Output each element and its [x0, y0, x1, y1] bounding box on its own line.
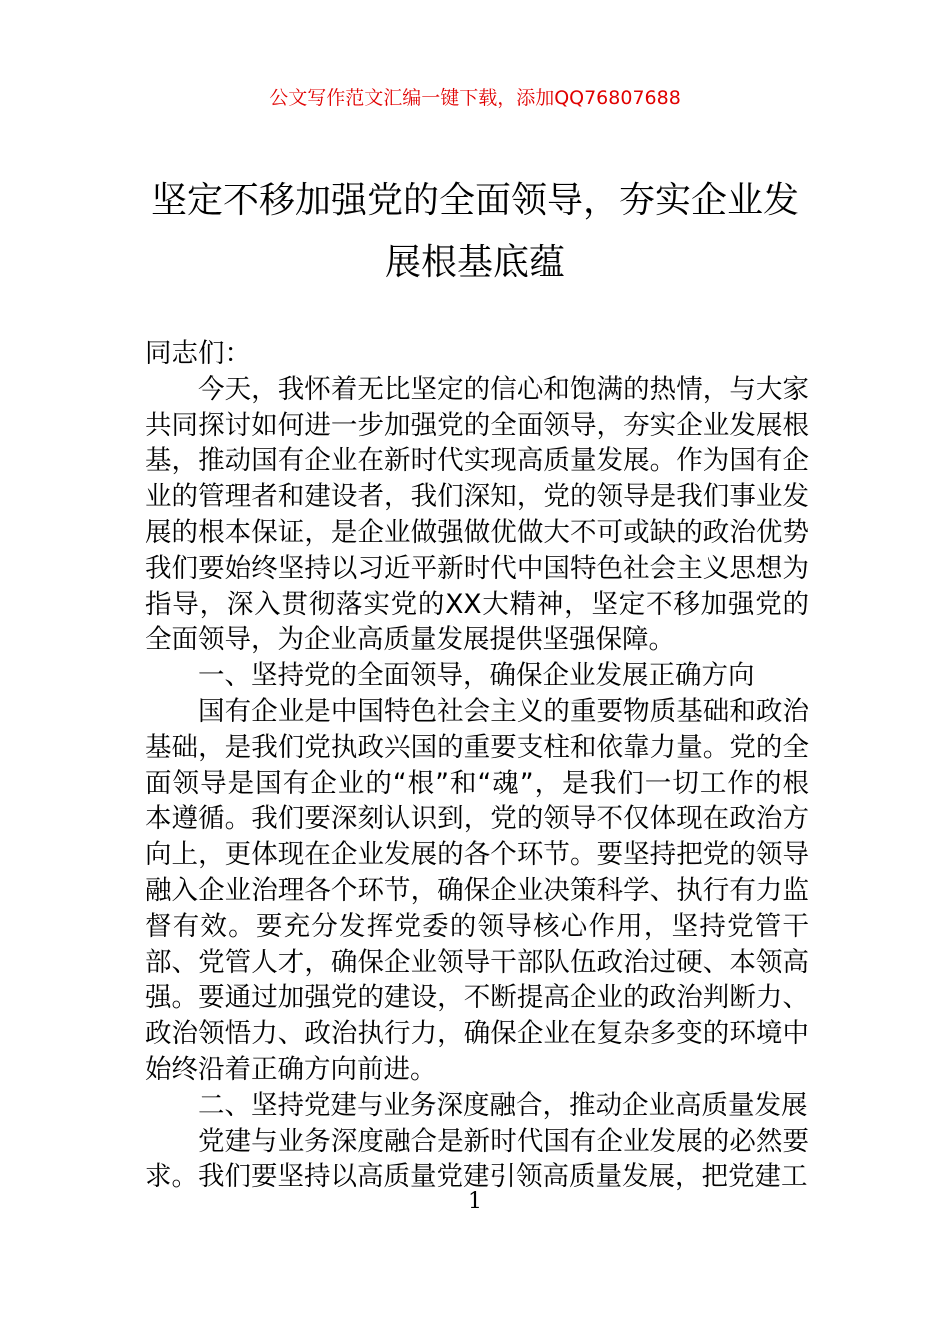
paragraph-section-2: 党建与业务深度融合是新时代国有企业发展的必然要求。我们要坚持以高质量党建引领高质量发展，把党建工: [145, 1125, 809, 1193]
paragraph-intro: 今天，我怀着无比坚定的信心和饱满的热情，与大家共同探讨如何进一步加强党的全面领导，夯实企业发展根基，推动国有企业在新时代实现高质量发展。作为国有企业的管理者和建设者，我们深知，党的领导是我们事业发展的根本保证，是企业做强做优做大不可或缺的政治优势我们要始终坚持以习近平新时代中国特色社会主义思想为指导，深入贯彻落实党的XX大精神，坚定不移加强党的全面领导，为企业高质量发展提供坚强保障。: [145, 373, 809, 656]
section-heading-1: 一、坚持党的全面领导，确保企业发展正确方向: [198, 660, 755, 692]
page-number: 1: [468, 1189, 482, 1214]
paragraph-section-1: 国有企业是中国特色社会主义的重要物质基础和政治基础，是我们党执政兴国的重要支柱和依靠力量。党的全面领导是国有企业的“根”和“魂”，是我们一切工作的根本遵循。我们要深刻认识到，党的领导不仅体现在政治方向上，更体现在企业发展的各个环节。要坚持把党的领导融入企业治理各个环节，确保企业决策科学、执行有力监督有效。要充分发挥党委的领导核心作用，坚持党管干部、党管人才，确保企业领导干部队伍政治过硬、本领高强。要通过加强党的建设，不断提高企业的政治判断力、政治领悟力、政治执行力，确保企业在复杂多变的环境中始终沿着正确方向前进。: [145, 695, 809, 1085]
watermark-text: 公文写作范文汇编一键下载，添加QQ76807688: [269, 87, 681, 109]
salutation: 同志们：: [145, 338, 251, 369]
document-body: [145, 336, 809, 1195]
section-heading-2: 二、坚持党建与业务深度融合，推动企业高质量发展: [198, 1089, 808, 1121]
document-title: 坚定不移加强党的全面领导，夯实企业发展根基底蕴: [150, 180, 799, 283]
